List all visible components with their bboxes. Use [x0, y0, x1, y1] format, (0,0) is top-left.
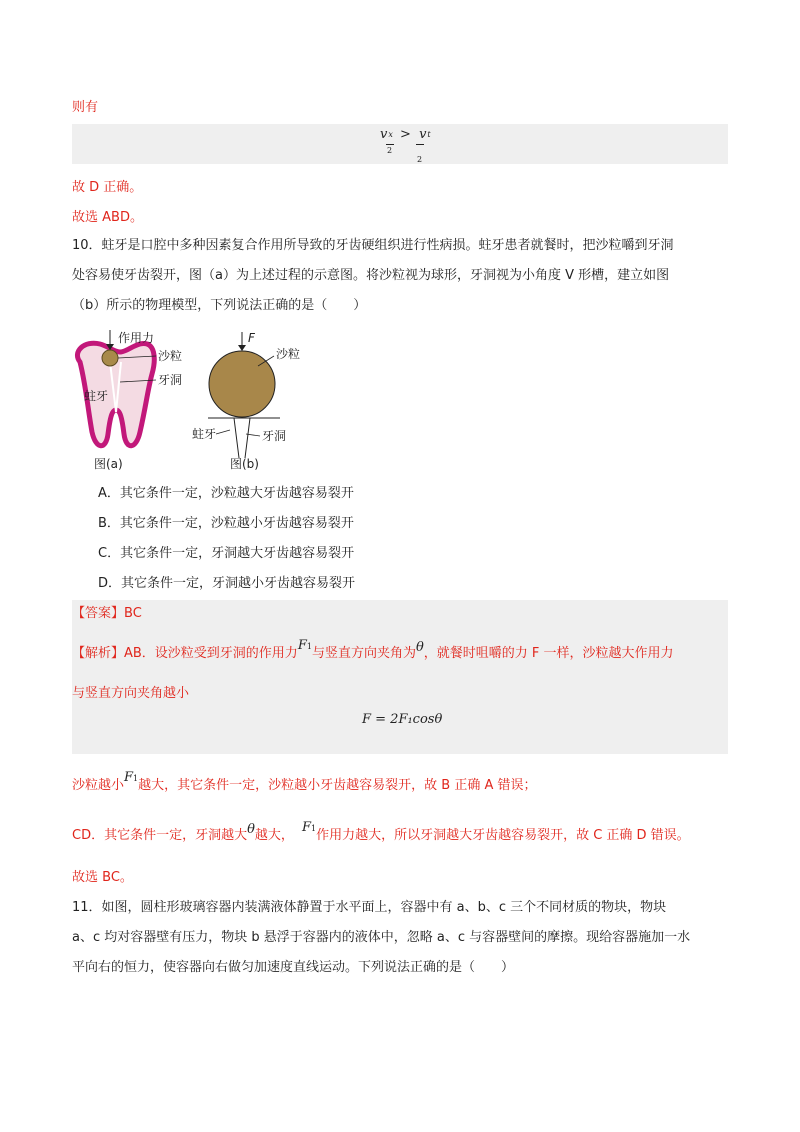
cd-line: CD．其它条件一定，牙洞越大θ越大，F1作用力越大，所以牙洞越大牙齿越容易裂开，故 C 正确 D 错误。	[72, 820, 690, 843]
sand-grain-b	[209, 351, 275, 417]
analysis-line1: 【解析】AB．设沙粒受到牙洞的作用力F1与竖直方向夹角为θ，就餐时咀嚼的力 F 一样，沙粒越大作用力	[72, 638, 674, 661]
q11-line1: 11．如图，圆柱形玻璃容器内装满液体静置于水平面上，容器中有 a、b、c 三个不同材质的物块，物块	[72, 900, 667, 915]
sand-label-a: 沙粒	[158, 349, 183, 363]
option-a: A．其它条件一定，沙粒越大牙齿越容易裂开	[98, 486, 354, 501]
analysis-box	[72, 600, 728, 754]
hole-label-b: 牙洞	[262, 429, 287, 443]
formula-1: vx > vt	[380, 127, 431, 142]
tooth-label-a: 蛀牙	[84, 389, 109, 403]
caption-a: 图(a)	[94, 457, 123, 471]
q10-stem-line3: （b）所示的物理模型，下列说法正确的是（ ）	[72, 298, 367, 313]
q10-stem-line1: 10．蛀牙是口腔中多种因素复合作用所导致的牙齿硬组织进行性病损。蛀牙患者就餐时，把沙粒嚼到牙洞	[72, 238, 674, 253]
option-d: D．其它条件一定，牙洞越小牙齿越容易裂开	[98, 576, 356, 591]
sand-smaller-line: 沙粒越小F1越大，其它条件一定，沙粒越小牙齿越容易裂开，故 B 正确 A 错误；	[72, 770, 537, 793]
force-label-a: 作用力	[118, 331, 155, 345]
formula-box-1: vx > vt 2 2	[72, 124, 728, 164]
option-c: C．其它条件一定，牙洞越大牙齿越容易裂开	[98, 546, 355, 561]
hole-label-a: 牙洞	[158, 373, 183, 387]
choose-bc-text: 故选 BC。	[72, 870, 133, 885]
figure-a	[77, 330, 182, 471]
q10-stem-line2: 处容易使牙齿裂开，图（a）为上述过程的示意图。将沙粒视为球形，牙洞视为小角度 V 形槽，建立如图	[72, 268, 670, 283]
then-have-text: 则有	[72, 100, 99, 115]
sand-grain-a	[102, 350, 118, 366]
caption-b: 图(b)	[230, 457, 259, 471]
option-b: B．其它条件一定，沙粒越小牙齿越容易裂开	[98, 516, 354, 531]
analysis-line2: 与竖直方向夹角越小	[72, 686, 190, 701]
choose-abd-text: 故选 ABD。	[72, 210, 143, 225]
q11-line3: 平向右的恒力，使容器向右做匀加速度直线运动。下列说法正确的是（ ）	[72, 960, 515, 975]
q11-line2: a、c 均对容器壁有压力，物块 b 悬浮于容器内的液体中，忽略 a、c 与容器壁间的摩擦。现给容器施加一水	[72, 930, 691, 945]
figure-b	[192, 331, 300, 471]
answer-label: 【答案】BC	[72, 606, 142, 621]
d-correct-text: 故 D 正确。	[72, 180, 143, 195]
formula-2: F = 2F₁cosθ	[362, 712, 443, 727]
force-label-b: F	[248, 331, 255, 345]
sand-label-b: 沙粒	[276, 347, 301, 361]
tooth-label-b: 蛀牙	[192, 427, 217, 441]
tooth-figure	[64, 322, 334, 472]
